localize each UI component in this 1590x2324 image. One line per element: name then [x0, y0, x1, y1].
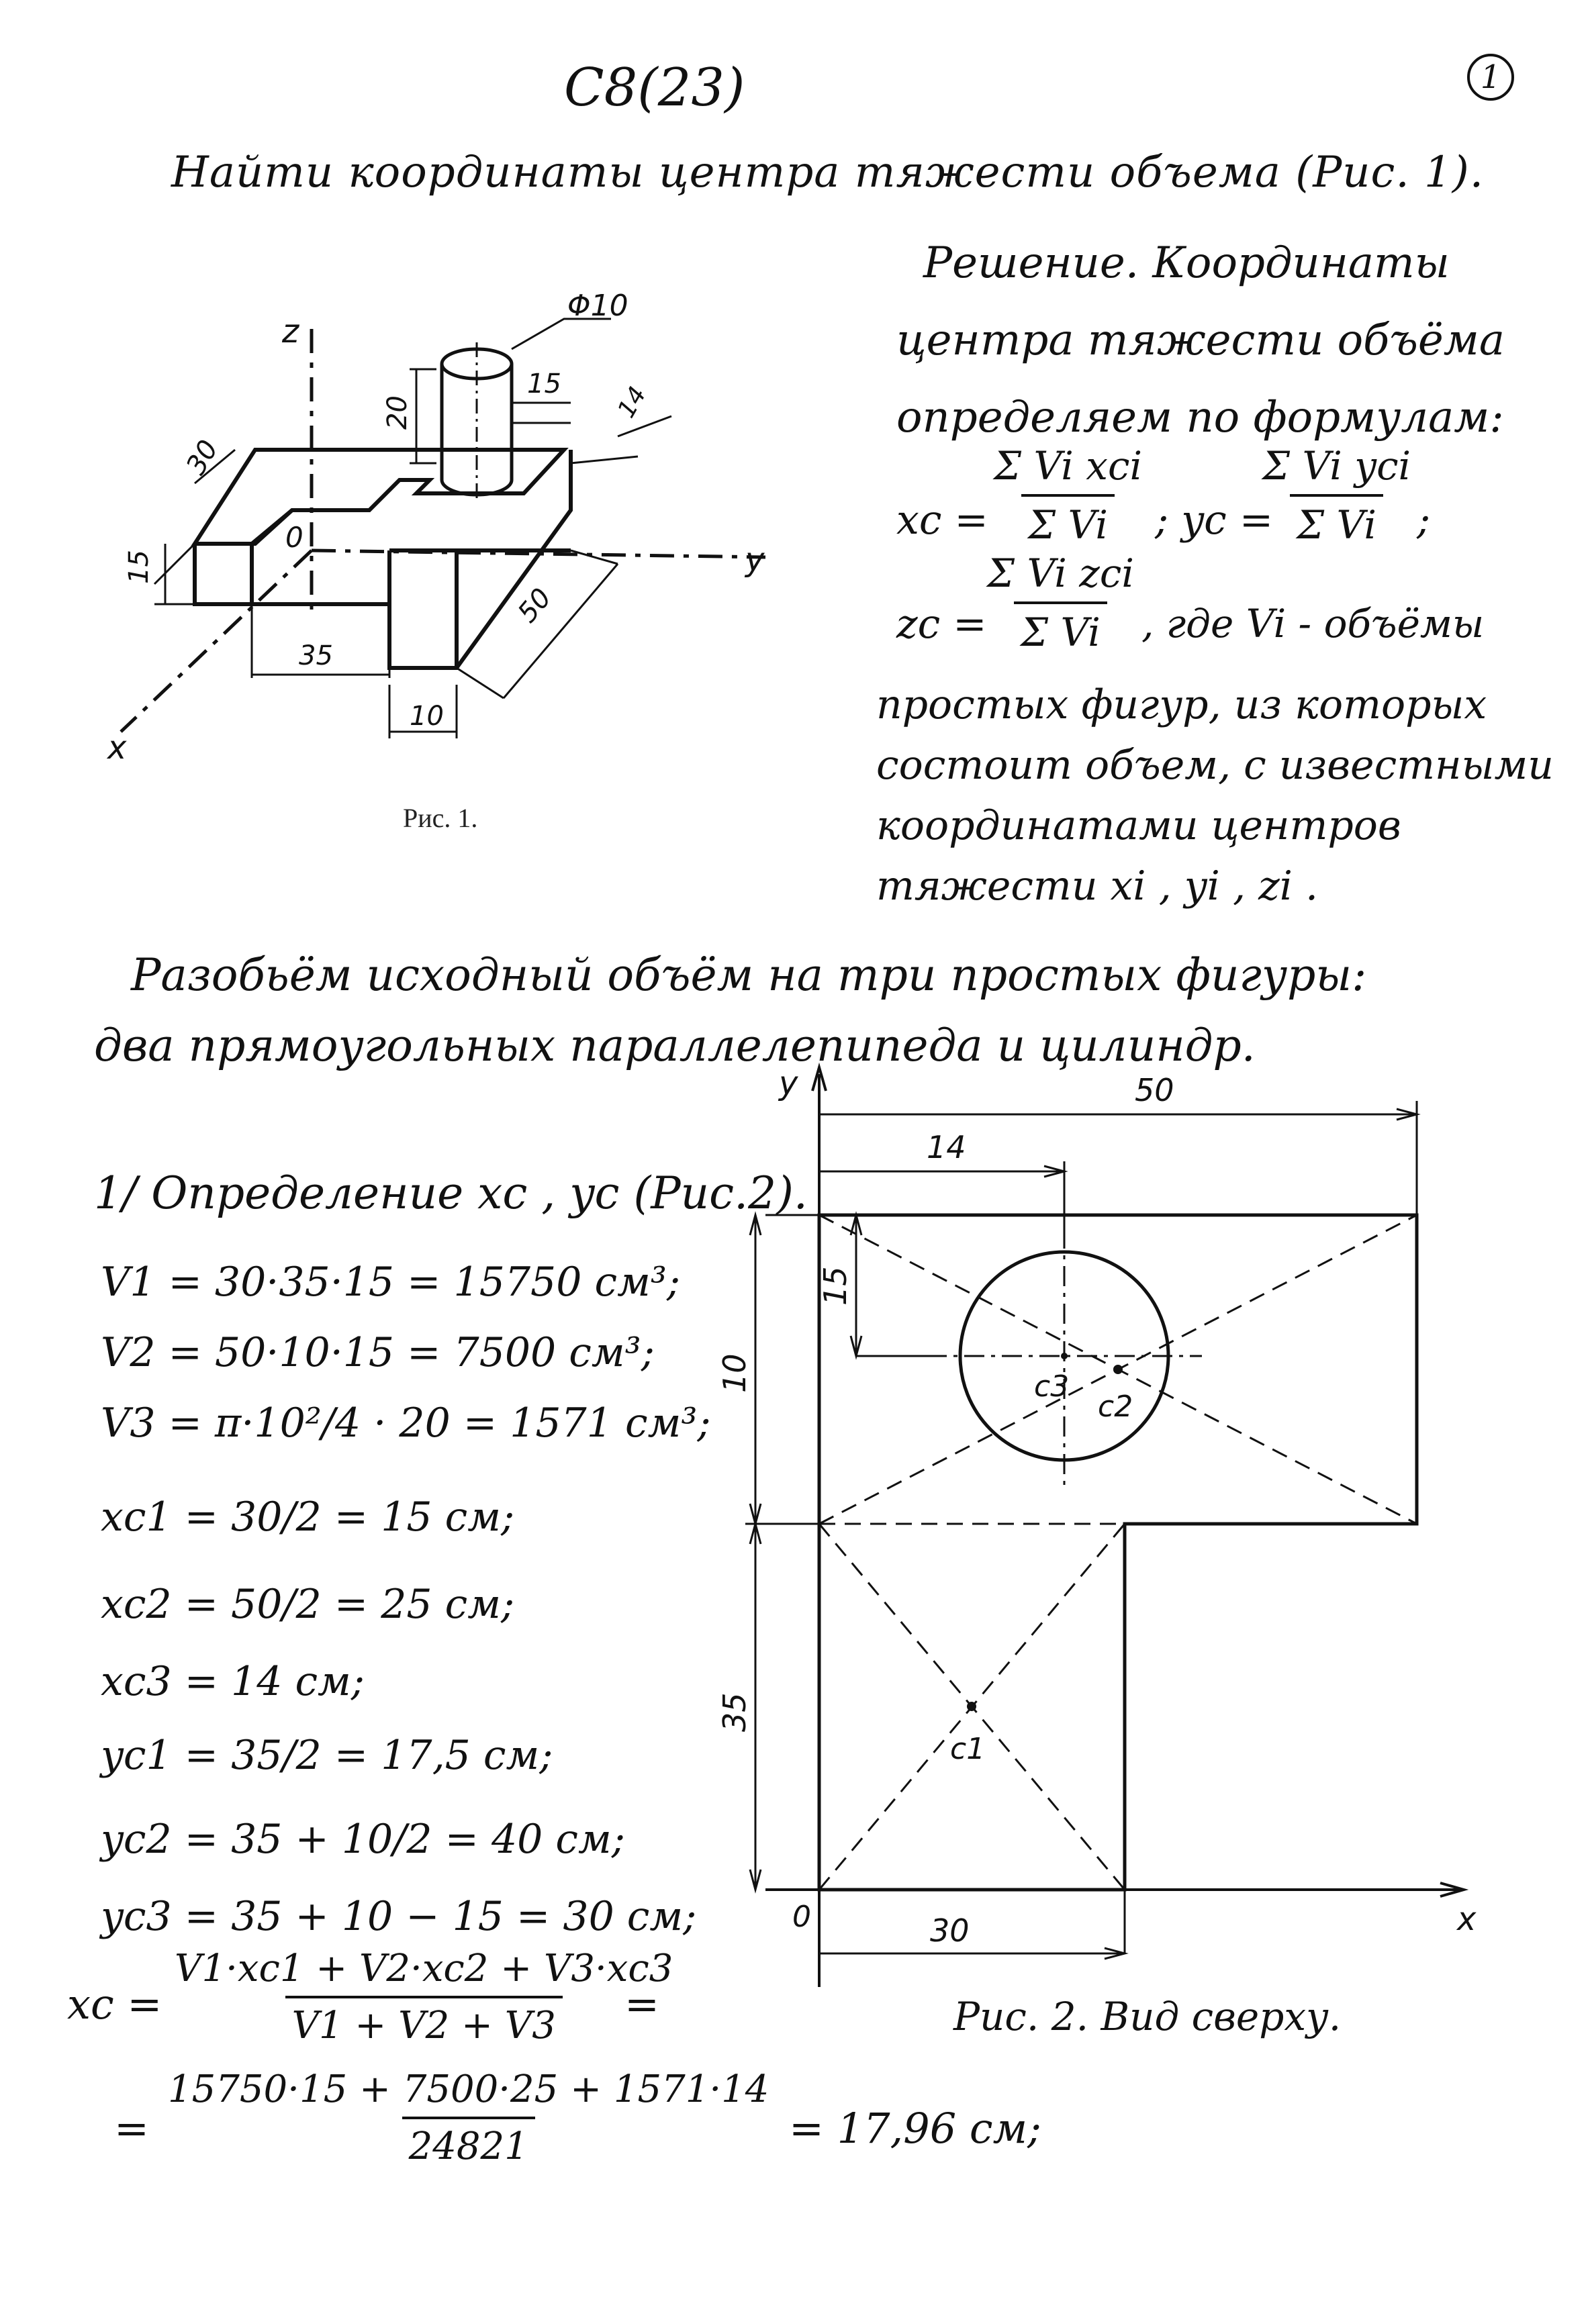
formula-zc-denominator: Σ Vi [1014, 601, 1107, 655]
formula-xc-denominator: Σ Vi [1021, 494, 1115, 548]
figure-2-top-view [705, 1061, 1477, 1987]
fig2-c1-point [967, 1702, 976, 1711]
step1-title: 1/ Определение xc , yc (Рис.2). [94, 1167, 808, 1219]
solution-cont-4: тяжести xi , yi , zi . [876, 863, 1319, 910]
page-number [1467, 54, 1514, 101]
fig2-label-origin: 0 [792, 1900, 811, 1934]
fig2-caption: Рис. 2. Вид сверху. [953, 1994, 1342, 2039]
task-statement: Найти координаты центра тяжести объема (Рис. 1). [171, 148, 1485, 197]
figure-1-isometric [101, 269, 772, 792]
xc-result-fraction [161, 2068, 776, 2168]
fig1-body-front [195, 544, 252, 604]
calc-xc1: xc1 = 30/2 = 15 см; [101, 1494, 515, 1541]
solution-cont-2: состоит объем, с известными [876, 742, 1554, 789]
fig2-label-c1: c1 [950, 1732, 986, 1766]
fig2-label-50: 50 [1135, 1072, 1174, 1108]
fig1-label-15: 15 [124, 550, 154, 584]
fig2-label-x: x [1457, 1900, 1477, 1938]
fig1-label-diameter: Φ10 [567, 289, 628, 323]
solution-line-1: Решение. Координаты [923, 238, 1450, 288]
fig1-label-15b: 15 [527, 369, 561, 399]
xc-formula-fraction [168, 1947, 680, 2047]
fig1-label-50: 50 [512, 582, 558, 629]
fig1-caption: Рис. 1. [403, 803, 478, 833]
fig2-label-y: y [779, 1065, 798, 1102]
xc-formula-numerator: V1·xc1 + V2·xc2 + V3·xc3 [175, 1947, 673, 1990]
formula-yc-denominator: Σ Vi [1290, 494, 1383, 548]
calc-yc1: yc1 = 35/2 = 17,5 см; [101, 1732, 553, 1779]
calc-xc3: xc3 = 14 см; [101, 1658, 365, 1705]
split-line-1: Разобьём исходный объём на три простых фигуры: [131, 949, 1367, 1001]
xc-formula-denominator: V1 + V2 + V3 [285, 1996, 563, 2047]
fig1-body-top [195, 450, 564, 544]
formula-zc-lhs: zc = [896, 601, 987, 648]
fig2-c3-point [1061, 1353, 1068, 1359]
formula-yc-lhs: ; yc = [1155, 497, 1274, 544]
fig1-label-35: 35 [299, 640, 333, 671]
fig2-label-15: 15 [817, 1266, 853, 1306]
formula-zc-fraction [980, 550, 1141, 655]
page-code: С8(23) [564, 58, 745, 118]
fig1-label-origin: 0 [285, 521, 303, 554]
calc-v1: V1 = 30·35·15 = 15750 см³; [101, 1259, 681, 1306]
split-line-2: два прямоугольных параллелепипеда и цилиндр. [94, 1020, 1256, 1071]
fig2-label-14: 14 [927, 1129, 966, 1165]
formula-yc-end: ; [1417, 497, 1431, 544]
fig1-label-14: 14 [612, 382, 652, 423]
solution-cont-1: простых фигур, из которых [876, 681, 1487, 728]
fig1-label-x: x [107, 729, 127, 767]
fig2-outline [819, 1215, 1417, 1890]
calc-yc3: yc3 = 35 + 10 − 15 = 30 см; [101, 1893, 697, 1940]
fig1-label-30: 30 [180, 434, 225, 480]
xc-formula-lhs: xc = [67, 1980, 162, 2029]
fig1-label-20: 20 [382, 395, 413, 430]
fig1-label-10: 10 [410, 701, 444, 732]
page-number-text: 1 [1480, 58, 1501, 96]
calc-yc2: yc2 = 35 + 10/2 = 40 см; [101, 1816, 625, 1863]
fig2-c2-point [1113, 1365, 1123, 1374]
solution-line-2: центра тяжести объёма [896, 316, 1505, 365]
xc-result-numerator: 15750·15 + 7500·25 + 1571·14 [168, 2068, 769, 2111]
fig2-label-c2: c2 [1098, 1390, 1133, 1424]
fig2-label-35: 35 [716, 1692, 753, 1732]
xc-formula-eq: = [624, 1980, 659, 2029]
fig1-label-y: y [745, 541, 765, 579]
solution-cont-3: координатами центров [876, 802, 1401, 849]
calc-xc2: xc2 = 50/2 = 25 см; [101, 1581, 515, 1628]
fig2-label-30: 30 [930, 1913, 970, 1949]
xc-result-eq: = [114, 2104, 149, 2153]
solution-line-3: определяем по формулам: [896, 393, 1504, 442]
xc-result-denominator: 24821 [402, 2117, 535, 2168]
formula-yc-fraction [1256, 443, 1417, 548]
formula-xc-lhs: xc = [896, 497, 988, 544]
fig2-label-10: 10 [716, 1353, 753, 1393]
formula-zc-tail: , где Vi - объёмы [1141, 601, 1485, 646]
formula-yc-numerator: Σ Vi yci [1262, 443, 1411, 489]
formula-zc-numerator: Σ Vi zci [987, 550, 1134, 596]
calc-v3: V3 = π·10²/4 · 20 = 1571 см³; [101, 1400, 711, 1447]
xc-result-value: = 17,96 см; [789, 2104, 1041, 2153]
formula-xc-numerator: Σ Vi xci [994, 443, 1143, 489]
fig2-label-c3: c3 [1034, 1369, 1070, 1404]
calc-v2: V2 = 50·10·15 = 7500 см³; [101, 1329, 655, 1376]
formula-xc-fraction [987, 443, 1149, 548]
fig1-label-z: z [282, 313, 299, 350]
